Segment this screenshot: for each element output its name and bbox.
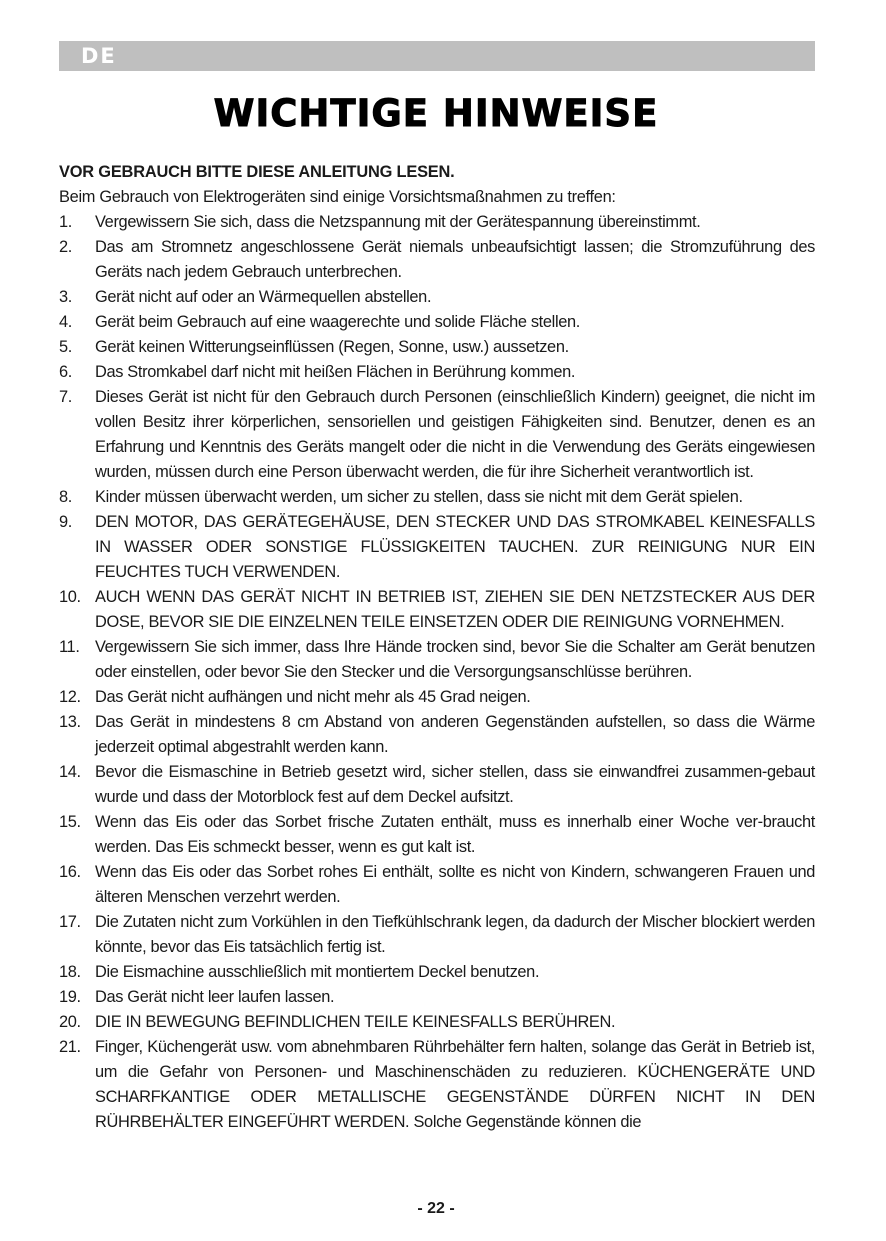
list-item [59,635,815,685]
list-item [59,510,815,585]
language-header-bar [59,41,815,71]
list-item [59,1035,815,1135]
list-item-number: 8. [59,488,72,506]
lead-instruction: VOR GEBRAUCH BITTE DIESE ANLEITUNG LESEN. [59,163,455,181]
list-item-text: Das Stromkabel darf nicht mit heißen Flächen in Berührung kommen. [95,363,576,381]
list-item [59,860,815,910]
list-item-text: Die Eismachine ausschließlich mit montiertem Deckel benutzen. [95,963,540,981]
list-item-number: 5. [59,338,72,356]
list-item [59,985,815,1010]
list-item-text: Wenn das Eis oder das Sorbet rohes Ei enthält, sollte es nicht von Kindern, schwangeren Frauen und älteren Menschen verzehrt werden. [95,863,815,906]
language-code: DE [81,44,117,68]
list-item [59,810,815,860]
list-item [59,310,815,335]
list-item-text: Vergewissern Sie sich, dass die Netzspannung mit der Gerätespannung übereinstimmt. [95,213,701,231]
list-item-number: 15. [59,813,81,831]
list-item [59,285,815,310]
list-item-text: Die Zutaten nicht zum Vorkühlen in den Tiefkühlschrank legen, da dadurch der Mischer blockiert werden könnte, bevor das Eis tatsächlich fertig ist. [95,913,815,956]
list-item-text: Vergewissern Sie sich immer, dass Ihre Hände trocken sind, bevor Sie die Schalter am Gerät benutzen oder einstellen, oder bevor Sie den Stecker und die Versorgungsanschlüsse berühren. [95,638,815,681]
list-item-number: 14. [59,763,81,781]
list-item-number: 3. [59,288,72,306]
list-item-number: 1. [59,213,72,231]
list-item [59,910,815,960]
list-item-number: 13. [59,713,81,731]
list-item [59,235,815,285]
list-item-text: Gerät beim Gebrauch auf eine waagerechte und solide Fläche stellen. [95,313,580,331]
list-item-number: 16. [59,863,81,881]
list-item [59,685,815,710]
list-item-text: Das am Stromnetz angeschlossene Gerät niemals unbeaufsichtigt lassen; die Stromzuführung des Geräts nach jedem Gebrauch unterbrechen. [95,238,815,281]
list-item-number: 21. [59,1038,81,1056]
page-title: WICHTIGE HINWEISE [213,92,659,135]
safety-instructions-list [59,210,815,1135]
list-item-number: 6. [59,363,72,381]
list-item-text: Das Gerät nicht leer laufen lassen. [95,988,335,1006]
list-item-number: 7. [59,388,72,406]
list-item-text: DEN MOTOR, DAS GERÄTEGEHÄUSE, DEN STECKER UND DAS STROMKABEL KEINESFALLS IN WASSER ODER SONSTIGE FLÜSSIGKEITEN TAUCHEN. ZUR REINIGUNG NUR EIN FEUCHTES TUCH VERWENDEN. [95,513,815,581]
list-item-number: 20. [59,1013,81,1031]
list-item-text: Gerät nicht auf oder an Wärmequellen abstellen. [95,288,432,306]
intro-text: Beim Gebrauch von Elektrogeräten sind einige Vorsichtsmaßnahmen zu treffen: [59,188,616,206]
list-item [59,960,815,985]
list-item-number: 4. [59,313,72,331]
page-number: - 22 - [417,1200,455,1217]
list-item [59,385,815,485]
list-item-text: Finger, Küchengerät usw. vom abnehmbaren Rührbehälter fern halten, solange das Gerät in Betrieb ist, um die Gefahr von Personen- und Maschinenschäden zu reduzieren. KÜCHENGERÄTE UND SCHARFKANTIGE ODER METALLISCHE GEGENSTÄNDE DÜRFEN NICHT IN DEN RÜHRBEHÄLTER EINGEFÜHRT WERDEN. Solche Gegenstände können die [95,1038,815,1131]
list-item-text: Dieses Gerät ist nicht für den Gebrauch durch Personen (einschließlich Kindern) geeignet, die nicht im vollen Besitz ihrer körperlichen, sensoriellen und geistigen Fähigkeiten sind. Benutzer, denen es an Erfahrung und Kenntnis des Geräts mangelt oder die nicht in die Verwendung des Geräts eingewiesen wurden, müssen durch eine Person überwacht werden, die für ihre Sicherheit verantwortlich ist. [95,388,815,481]
list-item [59,485,815,510]
list-item-text: Das Gerät nicht aufhängen und nicht mehr als 45 Grad neigen. [95,688,531,706]
list-item [59,1010,815,1035]
list-item-text: Das Gerät in mindestens 8 cm Abstand von anderen Gegenständen aufstellen, so dass die Wärme jederzeit optimal abgestrahlt werden kann. [95,713,815,756]
list-item-text: Bevor die Eismaschine in Betrieb gesetzt wird, sicher stellen, dass sie einwandfrei zusammen-gebaut wurde und dass der Motorblock fest auf dem Deckel aufsitzt. [95,763,815,806]
list-item [59,335,815,360]
list-item-number: 18. [59,963,81,981]
list-item [59,710,815,760]
list-item-number: 17. [59,913,81,931]
list-item-number: 19. [59,988,81,1006]
list-item-number: 2. [59,238,72,256]
list-item-text: AUCH WENN DAS GERÄT NICHT IN BETRIEB IST, ZIEHEN SIE DEN NETZSTECKER AUS DER DOSE, BEVOR SIE DIE EINZELNEN TEILE EINSETZEN ODER DIE REINIGUNG VORNEHMEN. [95,588,815,631]
list-item [59,210,815,235]
list-item-number: 9. [59,513,72,531]
list-item-number: 10. [59,588,81,606]
list-item-number: 12. [59,688,81,706]
list-item-number: 11. [59,638,80,656]
document-body [59,160,815,1135]
list-item-text: Wenn das Eis oder das Sorbet frische Zutaten enthält, muss es innerhalb einer Woche ver-braucht werden. Das Eis schmeckt besser, wenn es gut kalt ist. [95,813,815,856]
list-item [59,760,815,810]
list-item-text: Kinder müssen überwacht werden, um sicher zu stellen, dass sie nicht mit dem Gerät spielen. [95,488,743,506]
list-item-text: Gerät keinen Witterungseinflüssen (Regen, Sonne, usw.) aussetzen. [95,338,569,356]
list-item-text: DIE IN BEWEGUNG BEFINDLICHEN TEILE KEINESFALLS BERÜHREN. [95,1013,616,1031]
list-item [59,360,815,385]
list-item [59,585,815,635]
